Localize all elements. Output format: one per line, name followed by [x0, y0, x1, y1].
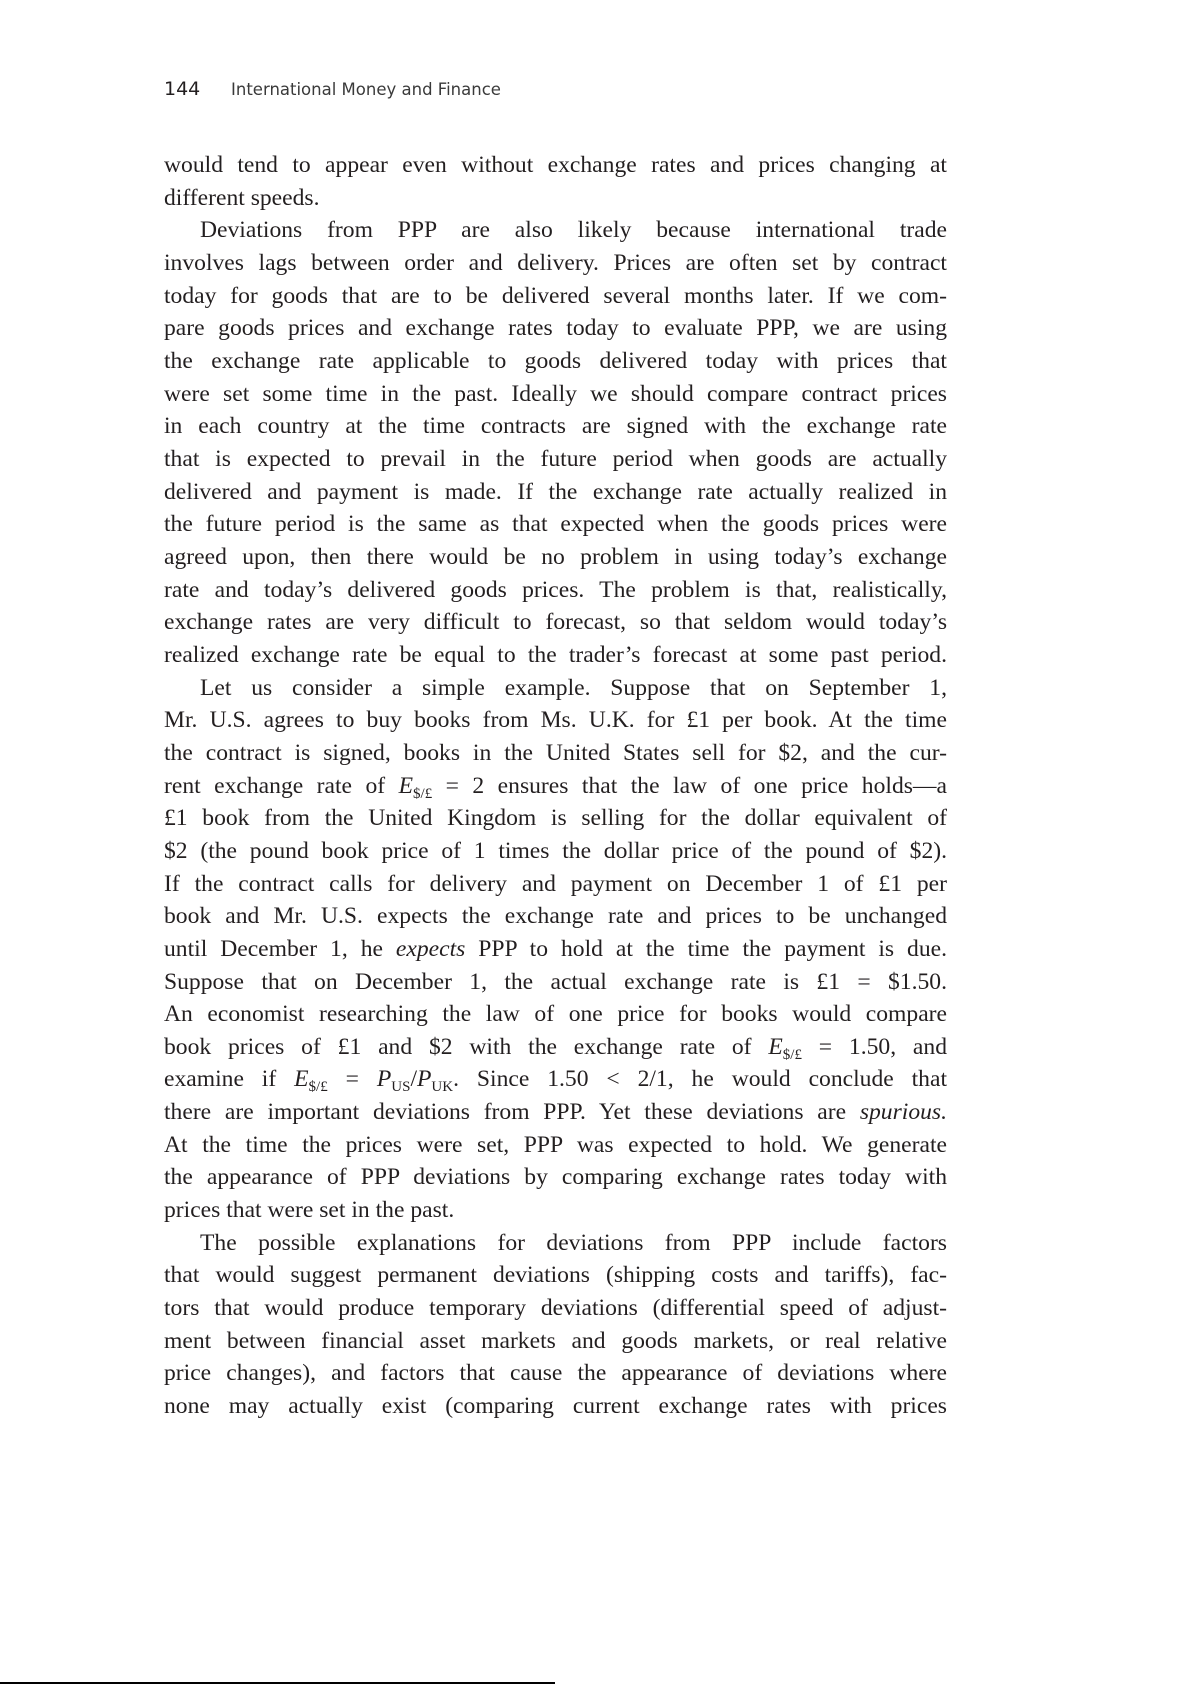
text-run: agreed upon, then there would be no problem in using today’s exchange — [164, 543, 947, 570]
italic-text: P — [417, 1066, 432, 1093]
text-line — [200, 1229, 947, 1256]
text-run: book prices of £1 and $2 with the exchange rate of — [164, 1033, 769, 1060]
italic-text: P — [376, 1066, 392, 1093]
subscript-text: UK — [431, 1079, 454, 1096]
text-run: different speeds. — [164, 184, 320, 211]
text-line — [164, 870, 947, 897]
text-run: that would suggest permanent deviations (shipping costs and tariffs), fac- — [164, 1262, 947, 1289]
text-line — [164, 154, 947, 178]
text-run: tors that would produce temporary deviations (differential speed of adjust- — [164, 1295, 947, 1322]
text-run: the exchange rate applicable to goods delivered today with prices that — [164, 347, 947, 374]
text-run: involves lags between order and delivery. Prices are often set by contract — [164, 249, 947, 276]
text-line — [164, 1199, 947, 1223]
text-run: The possible explanations for deviations from PPP include factors — [200, 1229, 947, 1256]
text-run: that is expected to prevail in the future period when goods are actually — [164, 445, 947, 472]
text-run: / — [410, 1066, 417, 1093]
text-run: the contract is signed, books in the United States sell for $2, and the cur- — [164, 739, 947, 766]
text-run: = 2 ensures that the law of one price holds—a — [432, 772, 947, 799]
subscript-text: $/£ — [782, 1046, 802, 1063]
text-run: delivered and payment is made. If the exchange rate actually realized in — [164, 478, 947, 505]
text-run: rate and today’s delivered goods prices. The problem is that, realistically, — [164, 576, 947, 603]
text-run: = 1.50, and — [801, 1033, 947, 1060]
italic-text: spurious. — [859, 1099, 947, 1126]
text-line — [164, 1166, 947, 1190]
text-line — [164, 1101, 947, 1125]
text-line — [164, 935, 948, 962]
subscript-text: $/£ — [308, 1079, 328, 1096]
text-line — [164, 1003, 947, 1027]
text-line — [164, 905, 947, 929]
text-line — [164, 184, 947, 211]
text-line — [200, 674, 947, 701]
text-run: Deviations from PPP are also likely because international trade — [200, 217, 947, 244]
text-run: price changes), and factors that cause the appearance of deviations where — [164, 1360, 947, 1387]
text-run: Suppose that on December 1, the actual exchange rate is £1 = $1.50. — [164, 968, 947, 995]
text-line — [164, 347, 947, 374]
subscript-text: US — [391, 1079, 411, 1096]
text-line — [164, 1131, 947, 1158]
text-run: were set some time in the past. Ideally we should compare contract prices — [164, 380, 947, 407]
subscript-text: $/£ — [413, 785, 433, 802]
text-line — [164, 1033, 947, 1063]
text-run: examine if — [164, 1066, 295, 1093]
text-line — [164, 282, 947, 309]
text-line — [200, 219, 947, 243]
text-run: £1 book from the United Kingdom is selling for the dollar equivalent of — [164, 805, 947, 832]
text-line — [164, 1327, 947, 1354]
text-run: exchange rates are very difficult to forecast, so that seldom would today’s — [164, 609, 947, 636]
text-line — [164, 1066, 947, 1096]
text-run: today for goods that are to be delivered several months later. If we com- — [164, 282, 947, 309]
text-line — [164, 772, 947, 802]
text-run: until December 1, he — [164, 935, 396, 962]
text-run: none may actually exist (comparing current exchange rates with prices — [164, 1393, 947, 1420]
text-run: would tend to appear even without exchange rates and prices changing at — [164, 152, 947, 178]
text-run: the appearance of PPP deviations by comparing exchange rates today with — [164, 1164, 947, 1191]
text-line — [164, 1395, 947, 1419]
text-run: = — [327, 1066, 377, 1093]
text-run: $2 (the pound book price of 1 times the dollar price of the pound of $2). — [164, 837, 947, 864]
text-line — [164, 641, 947, 668]
text-run: Let us consider a simple example. Suppose that on September 1, — [200, 674, 947, 701]
text-line — [164, 1297, 947, 1321]
text-line — [164, 478, 947, 505]
text-run: An economist researching the law of one price for books would compare — [164, 1001, 947, 1028]
text-run: At the time the prices were set, PPP was expected to hold. We generate — [164, 1131, 947, 1158]
running-title: International Money and Finance — [231, 80, 501, 99]
text-line — [164, 1264, 947, 1288]
text-run: Mr. U.S. agrees to buy books from Ms. U.K. for £1 per book. At the time — [164, 707, 947, 734]
text-line — [164, 576, 947, 603]
italic-text: E — [294, 1066, 309, 1093]
text-run: rent exchange rate of — [164, 772, 399, 799]
text-line — [164, 1362, 947, 1386]
italic-text: E — [768, 1033, 783, 1060]
text-run: . Since 1.50 < 2/1, he would conclude that — [453, 1066, 947, 1093]
italic-text: expects — [395, 935, 466, 962]
text-line — [164, 543, 947, 570]
text-line — [164, 445, 947, 472]
text-run: there are important deviations from PPP. Yet these deviations are — [164, 1099, 860, 1126]
text-run: the future period is the same as that expected when the goods prices were — [164, 511, 947, 538]
text-line — [164, 415, 947, 439]
text-run: If the contract calls for delivery and payment on December 1 of £1 per — [164, 870, 947, 897]
text-run: realized exchange rate be equal to the trader’s forecast at some past period. — [164, 641, 947, 668]
text-run: PPP to hold at the time the payment is due. — [465, 935, 948, 962]
text-run: prices that were set in the past. — [164, 1197, 455, 1224]
text-run: in each country at the time contracts are signed with the exchange rate — [164, 413, 947, 440]
text-run: ment between financial asset markets and goods markets, or real relative — [164, 1327, 947, 1354]
text-line — [164, 317, 947, 341]
text-line — [164, 807, 947, 831]
text-run: pare goods prices and exchange rates today to evaluate PPP, we are using — [164, 315, 947, 342]
page-number: 144 — [164, 78, 201, 100]
page-bottom-rule — [0, 1682, 555, 1684]
text-line — [164, 739, 947, 766]
text-line — [164, 513, 947, 537]
text-line — [164, 709, 947, 733]
text-line — [164, 380, 947, 407]
italic-text: E — [398, 772, 414, 799]
text-line — [164, 611, 947, 635]
text-line — [164, 249, 947, 276]
text-line — [164, 837, 947, 864]
text-line — [164, 968, 947, 995]
text-run: book and Mr. U.S. expects the exchange rate and prices to be unchanged — [164, 903, 947, 930]
